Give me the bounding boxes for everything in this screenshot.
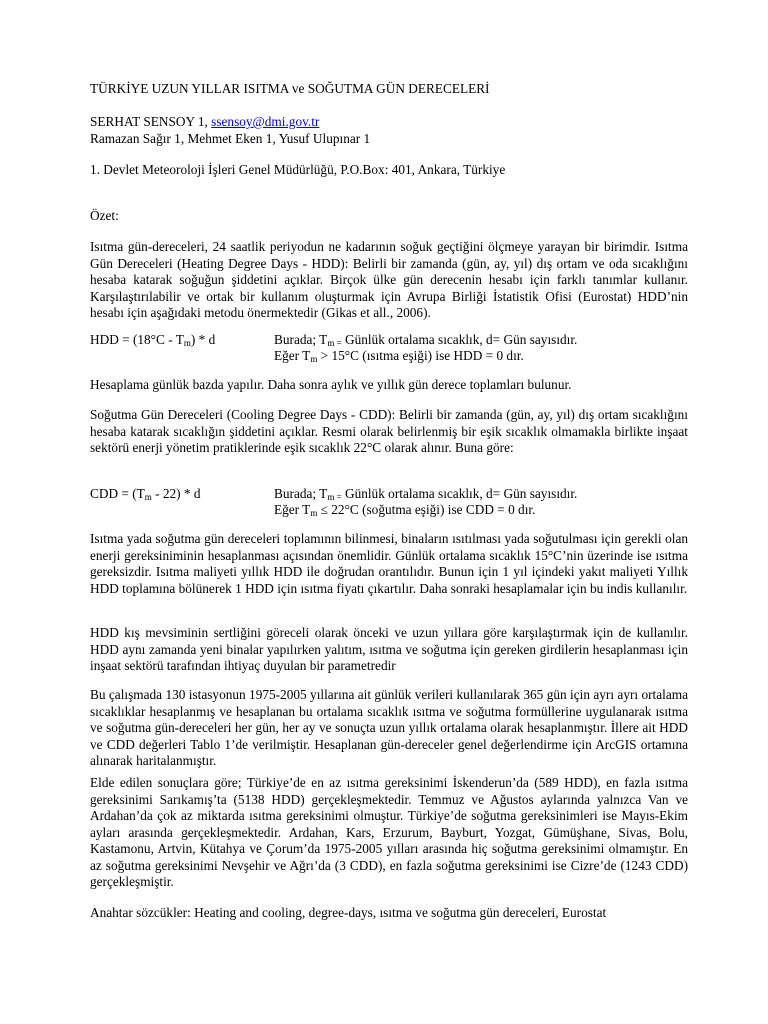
- author-line-1: [90, 114, 319, 131]
- paragraph-6: Bu çalışmada 130 istasyonun 1975-2005 yıllarına ait günlük verileri kullanılarak 365 gün için ayrı ayrı ortalama sıcaklıklar hesaplanmış ve hesaplanan bu ortalama sıcaklık ısıtma ve soğutma formüllerine uygulanarak ısıtma ve soğutma gün-dereceleri her gün, her ay ve sonuçta uzun yıllık ortalama olarak hesaplanmıştır. İllere ait HDD ve CDD değerleri Tablo 1’de verilmiştir. Hesaplanan gün-dereceler genel değerlendirme için ArcGIS ortamına alınarak haritalanmıştır.: [90, 687, 688, 768]
- cdd-note-1: Burada; $T_{m =}$ Günlük ortalama sıcaklık, d= Gün sayısıdır.: [274, 486, 578, 502]
- lead-author: SERHAT SENSOY 1,: [90, 114, 212, 129]
- hdd-formula-block: [90, 332, 688, 366]
- author-line-2: Ramazan Sağır 1, Mehmet Eken 1, Yusuf Ulupınar 1: [90, 131, 371, 146]
- cdd-formula-block: [90, 486, 688, 520]
- paragraph-7: Elde edilen sonuçlara göre; Türkiye’de en az ısıtma gereksinimi İskenderun’da (589 HDD), en fazla ısıtma gereksinimi Sarıkamış’ta (5138 HDD) gerçekleşmektedir. Temmuz ve Ağustos aylarında yalnızca Van ve Ardahan’da çok az miktarda ısıtma gereksinimi olmuştur. Türkiye’de soğutma gereksinimleri ise Mayıs-Ekim ayları arasında gerçekleşmektedir. Ardahan, Kars, Erzurum, Bayburt, Yozgat, Gümüşhane, Sivas, Bolu, Kastamonu, Artvin, Kütahya ve Çorum’da 1975-2005 yılları arasında hiç soğutma gereksinimi olmamıştır. En az soğutma gereksinimi Nevşehir ve Ağrı’da (3 CDD), en fazla soğutma gereksinimi ise Cizre’de (1243 CDD) gerçekleşmiştir.: [90, 775, 688, 889]
- abstract-heading: Özet:: [90, 208, 119, 223]
- paragraph-3: Soğutma Gün Dereceleri (Cooling Degree Days - CDD): Belirli bir zamanda (gün, ay, yıl) dış ortam sıcaklığını hesaba katarak sıcaklığın şiddetini açıklar. Resmi olarak belirlenmiş bir eşik sıcaklık olmamakla birlikte inşaat sektörü enerji yönetim pratiklerinde eşik sıcaklık 22°C olarak alınır. Buna göre:: [90, 407, 688, 455]
- paragraph-2: Hesaplama günlük bazda yapılır. Daha sonra aylık ve yıllık gün derece toplamları bulunur.: [90, 377, 572, 392]
- author-email-link[interactable]: ssensoy@dmi.gov.tr: [211, 114, 320, 129]
- hdd-note-1: Burada; $T_{m =}$ Günlük ortalama sıcaklık, d= Gün sayısıdır.: [274, 332, 578, 348]
- affiliation: 1. Devlet Meteoroloji İşleri Genel Müdürlüğü, P.O.Box: 401, Ankara, Türkiye: [90, 162, 506, 177]
- cdd-formula: CDD = $(T_m - 22)$ * d: [90, 486, 201, 502]
- paper-title: TÜRKİYE UZUN YILLAR ISITMA ve SOĞUTMA GÜN DERECELERİ: [90, 81, 490, 96]
- paragraph-5: HDD kış mevsiminin sertliğini göreceli olarak önceki ve uzun yıllara göre karşılaştırmak için de kullanılır. HDD aynı zamanda yeni binalar yapılırken yalıtım, ısıtma ve soğutma için gereken girdilerin hesaplanması için inşaat sektörü tarafından ihtiyaç duyulan bir parametredir: [90, 625, 688, 673]
- cdd-note-2: Eğer $T_m \le 22^\circ C$ (soğutma eşiği) ise CDD = 0 dır.: [274, 502, 536, 518]
- paragraph-4: Isıtma yada soğutma gün dereceleri toplamının bilinmesi, binaların ısıtılması yada soğutulması için gerekli olan enerji gereksiniminin hesaplanması açısından önemlidir. Günlük ortalama sıcaklık 15°C’nin üzerinde ise ısıtma gereksizdir. Isıtma maliyeti yıllık HDD ile doğrudan orantılıdır. Bunun için 1 yıl içindeki yakıt maliyeti Yıllık HDD toplamına bölünerek 1 HDD için ısıtma fiyatı çıkartılır. Daha sonraki hesaplamalar için bu indis kullanılır.: [90, 531, 688, 596]
- paragraph-1: Isıtma gün-dereceleri, 24 saatlik periyodun ne kadarının soğuk geçtiğini ölçmeye yarayan bir birimdir. Isıtma Gün Dereceleri (Heating Degree Days - HDD): Belirli bir zamanda (gün, ay, yıl) dış ortam ve oda sıcaklığını hesaba katarak soğuğun şiddetini açıklar. Birçok ülke gün derecenin hesabı için farklı tanımlar kullanır. Karşılaştırılabilir ve ortak bir kullanım oluşturmak için Avrupa Birliği İstatistik Ofisi (Eurostat) HDD’nin hesabı için aşağıdaki metodu önermektedir (Gikas et all., 2006).: [90, 239, 688, 320]
- hdd-note-2: Eğer $T_m > 15^\circ C$ (ısıtma eşiği) ise HDD = 0 dır.: [274, 348, 524, 364]
- hdd-formula: HDD = $(18^\circ C - T_m)$ * d: [90, 332, 216, 348]
- keywords: Anahtar sözcükler: Heating and cooling, degree-days, ısıtma ve soğutma gün dereceleri, Eurostat: [90, 905, 607, 920]
